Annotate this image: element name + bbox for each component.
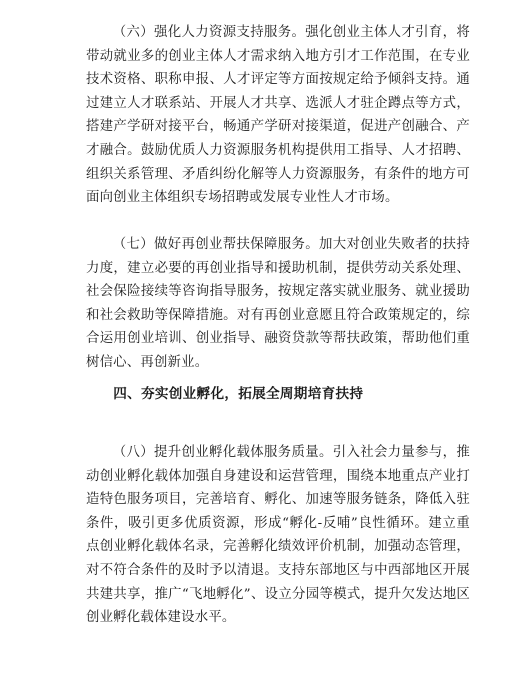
- paragraph-7-re-entrepreneurship-support: （七）做好再创业帮扶保障服务。加大对创业失败者的扶持力度，建立必要的再创业指导和援助机制，提供劳动关系处理、社会保险接续等咨询指导服务，按规定落实就业服务、就业援助和社会救助等保障措施。对有再创业意愿且符合政策规定的，综合运用创业培训、创业指导、融资贷款等帮扶政策，帮助他们重树信心、再创新业。: [86, 237, 470, 370]
- paragraph-8-incubator-service-quality: （八）提升创业孵化载体服务质量。引入社会力量参与，推动创业孵化载体加强自身建设和运营管理，围绕本地重点产业打造特色服务项目，完善培育、孵化、加速等服务链条，降低入驻条件，吸引更多优质资源，形成“孵化-反哺”良性循环。建立重点创业孵化载体名录，完善孵化绩效评价机制，加强动态管理，对不符合条件的及时予以清退。支持东部地区与中西部地区开展共建共享，推广“飞地孵化”、设立分园等模式，提升欠发达地区创业孵化载体建设水平。: [86, 445, 470, 626]
- section-heading-4: 四、夯实创业孵化，拓展全周期培育扶持: [113, 386, 364, 402]
- paragraph-6-human-resources-support: （六）强化人力资源支持服务。强化创业主体人才引育，将带动就业多的创业主体人才需求纳入地方引才工作范围，在专业技术资格、职称申报、人才评定等方面按规定给予倾斜支持。通过建立人才联系站、开展人才共享、选派人才驻企蹲点等方式，搭建产学研对接平台，畅通产学研对接渠道，促进产创融合、产才融合。鼓励优质人力资源服务机构提供用工指导、人才招聘、组织关系管理、矛盾纠纷化解等人力资源服务，有条件的地方可面向创业主体组织专场招聘或发展专业性人才市场。: [86, 25, 470, 206]
